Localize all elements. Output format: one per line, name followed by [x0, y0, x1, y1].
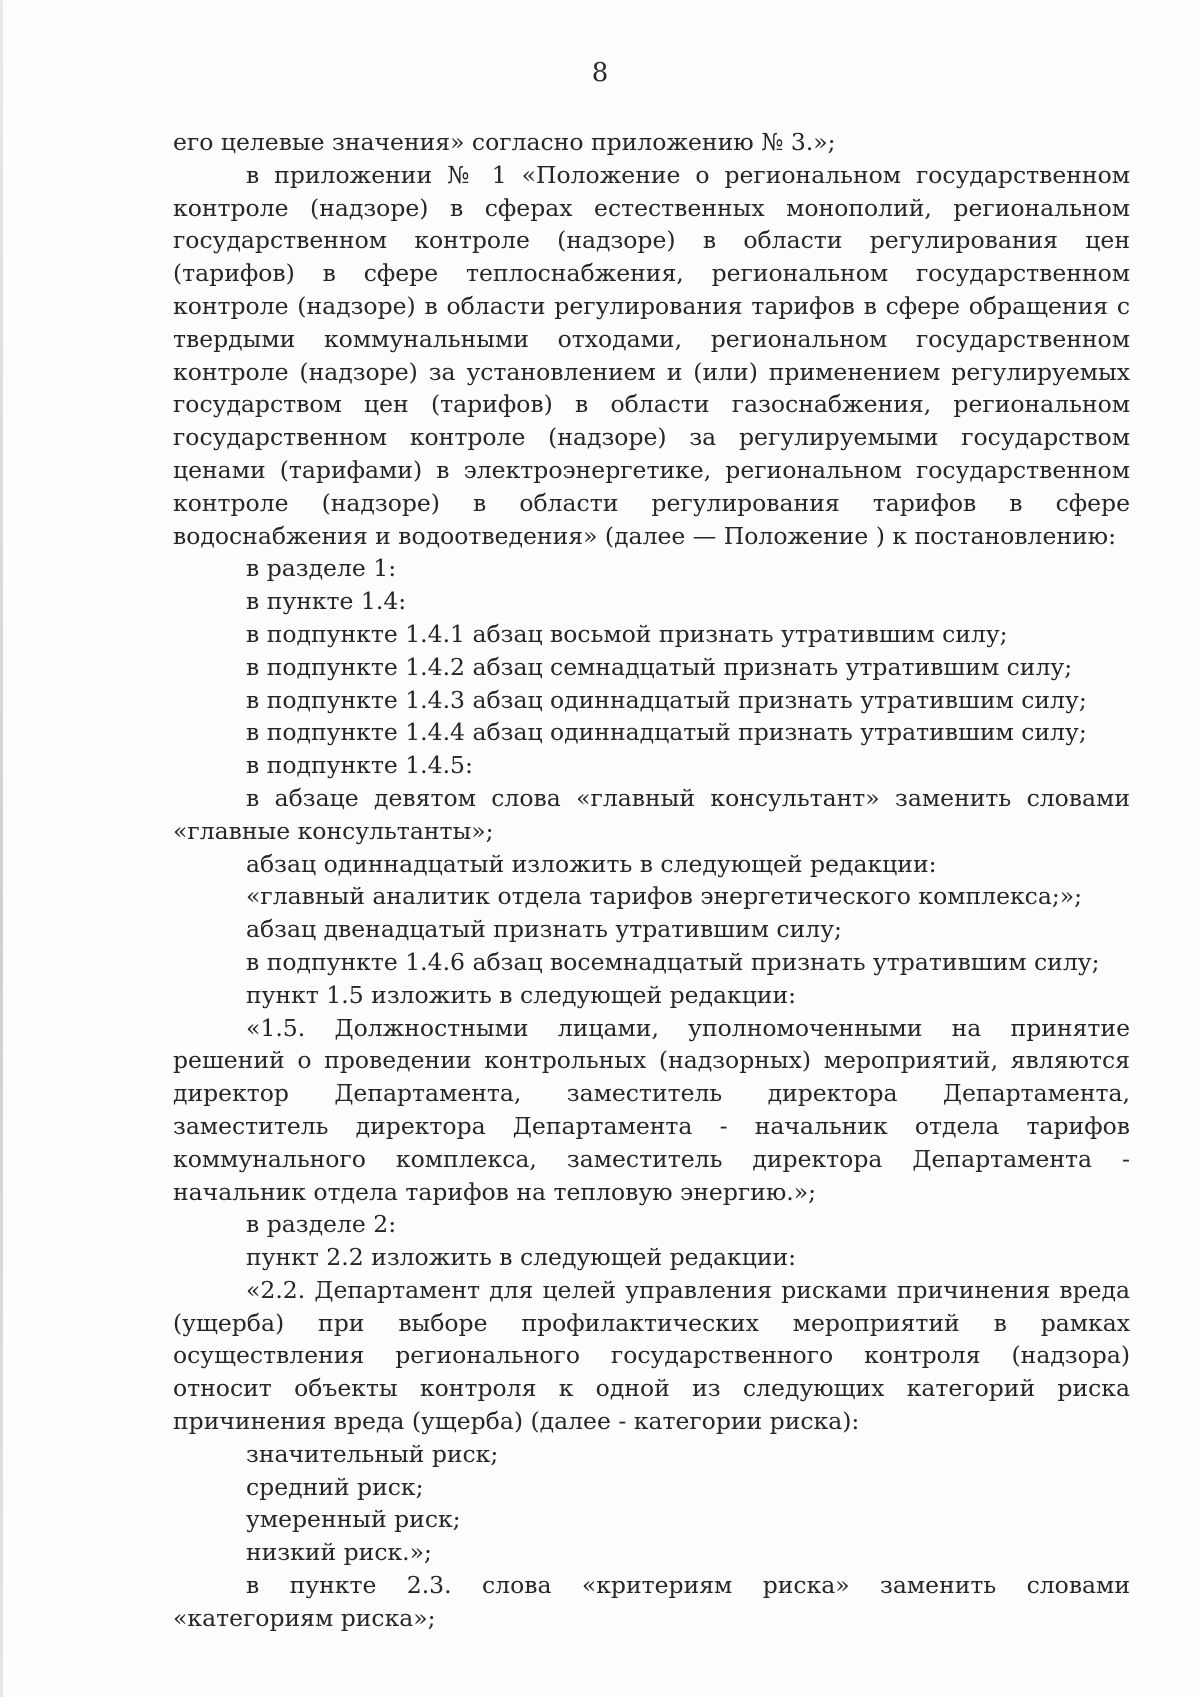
paragraph: «главный аналитик отдела тарифов энергетического комплекса;»; [246, 882, 1083, 911]
paragraph: в подпункте 1.4.3 абзац одиннадцатый признать утратившим силу; [246, 685, 1087, 714]
paragraph: в подпункте 1.4.4 абзац одиннадцатый признать утратившим силу; [246, 718, 1087, 747]
page-number: 8 [591, 58, 609, 88]
paragraph: значительный риск; [246, 1439, 499, 1468]
scan-edge [0, 0, 3, 1697]
paragraph: пункт 2.2 изложить в следующей редакции: [246, 1243, 797, 1272]
paragraph: «1.5. Должностными лицами, уполномоченными на принятие решений о проведении контрольных (надзорных) мероприятий, являются директор Департамента, заместитель директора Департамента, заместитель директора Департамента - начальник отдела тарифов коммунального комплекса, заместитель директора Департамента - начальник отдела тарифов на тепловую энергию.»; [173, 1013, 1130, 1206]
paragraph: абзац двенадцатый признать утратившим силу; [246, 915, 842, 944]
paragraph: в пункте 1.4: [246, 587, 407, 616]
paragraph: пункт 1.5 изложить в следующей редакции: [246, 980, 797, 1009]
paragraph: в разделе 2: [246, 1210, 397, 1239]
paragraph: низкий риск.»; [246, 1538, 432, 1567]
paragraph: абзац одиннадцатый изложить в следующей редакции: [246, 849, 937, 878]
paragraph: в пункте 2.3. слова «критериям риска» заменить словами «категориям риска»; [173, 1571, 1130, 1632]
paragraph: в разделе 1: [246, 554, 397, 583]
paragraph: в подпункте 1.4.2 абзац семнадцатый признать утратившим силу; [246, 652, 1073, 681]
paragraph: в подпункте 1.4.5: [246, 751, 473, 780]
paragraph: его целевые значения» согласно приложению № 3.»; [173, 128, 836, 156]
paragraph: умеренный риск; [246, 1505, 461, 1534]
paragraph: «2.2. Департамент для целей управления рисками причинения вреда (ущерба) при выборе профилактических мероприятий в рамках осуществления регионального государственного контроля (надзора) относит объекты контроля к одной из следующих категорий риска причинения вреда (ущерба) (далее - категории риска): [173, 1275, 1130, 1436]
paragraph: в абзаце девятом слова «главный консультант» заменить словами «главные консультанты»; [173, 783, 1130, 845]
paragraph: в приложении № 1 «Положение о региональном государственном контроле (надзоре) в сферах естественных монополий, региональном государственном контроле (надзоре) в области регулирования цен (тарифов) в сфере теплоснабжения, региональном государственном контроле (надзоре) в области регулирования тарифов в сфере обращения с твердыми коммунальными отходами, региональном государственном контроле (надзоре) за установлением и (или) применением регулируемых государством цен (тарифов) в области газоснабжения, региональном государственном контроле (надзоре) за регулируемыми государством ценами (тарифами) в электроэнергетике, региональном государственном контроле (надзоре) в области регулирования тарифов в сфере водоснабжения и водоотведения» (далее — Положение ) к постановлению: [173, 160, 1130, 550]
paragraph: в подпункте 1.4.1 абзац восьмой признать утратившим силу; [246, 619, 1008, 648]
document-body [173, 126, 1130, 1635]
paragraph: средний риск; [246, 1472, 424, 1501]
paragraph: в подпункте 1.4.6 абзац восемнадцатый признать утратившим силу; [246, 947, 1100, 976]
